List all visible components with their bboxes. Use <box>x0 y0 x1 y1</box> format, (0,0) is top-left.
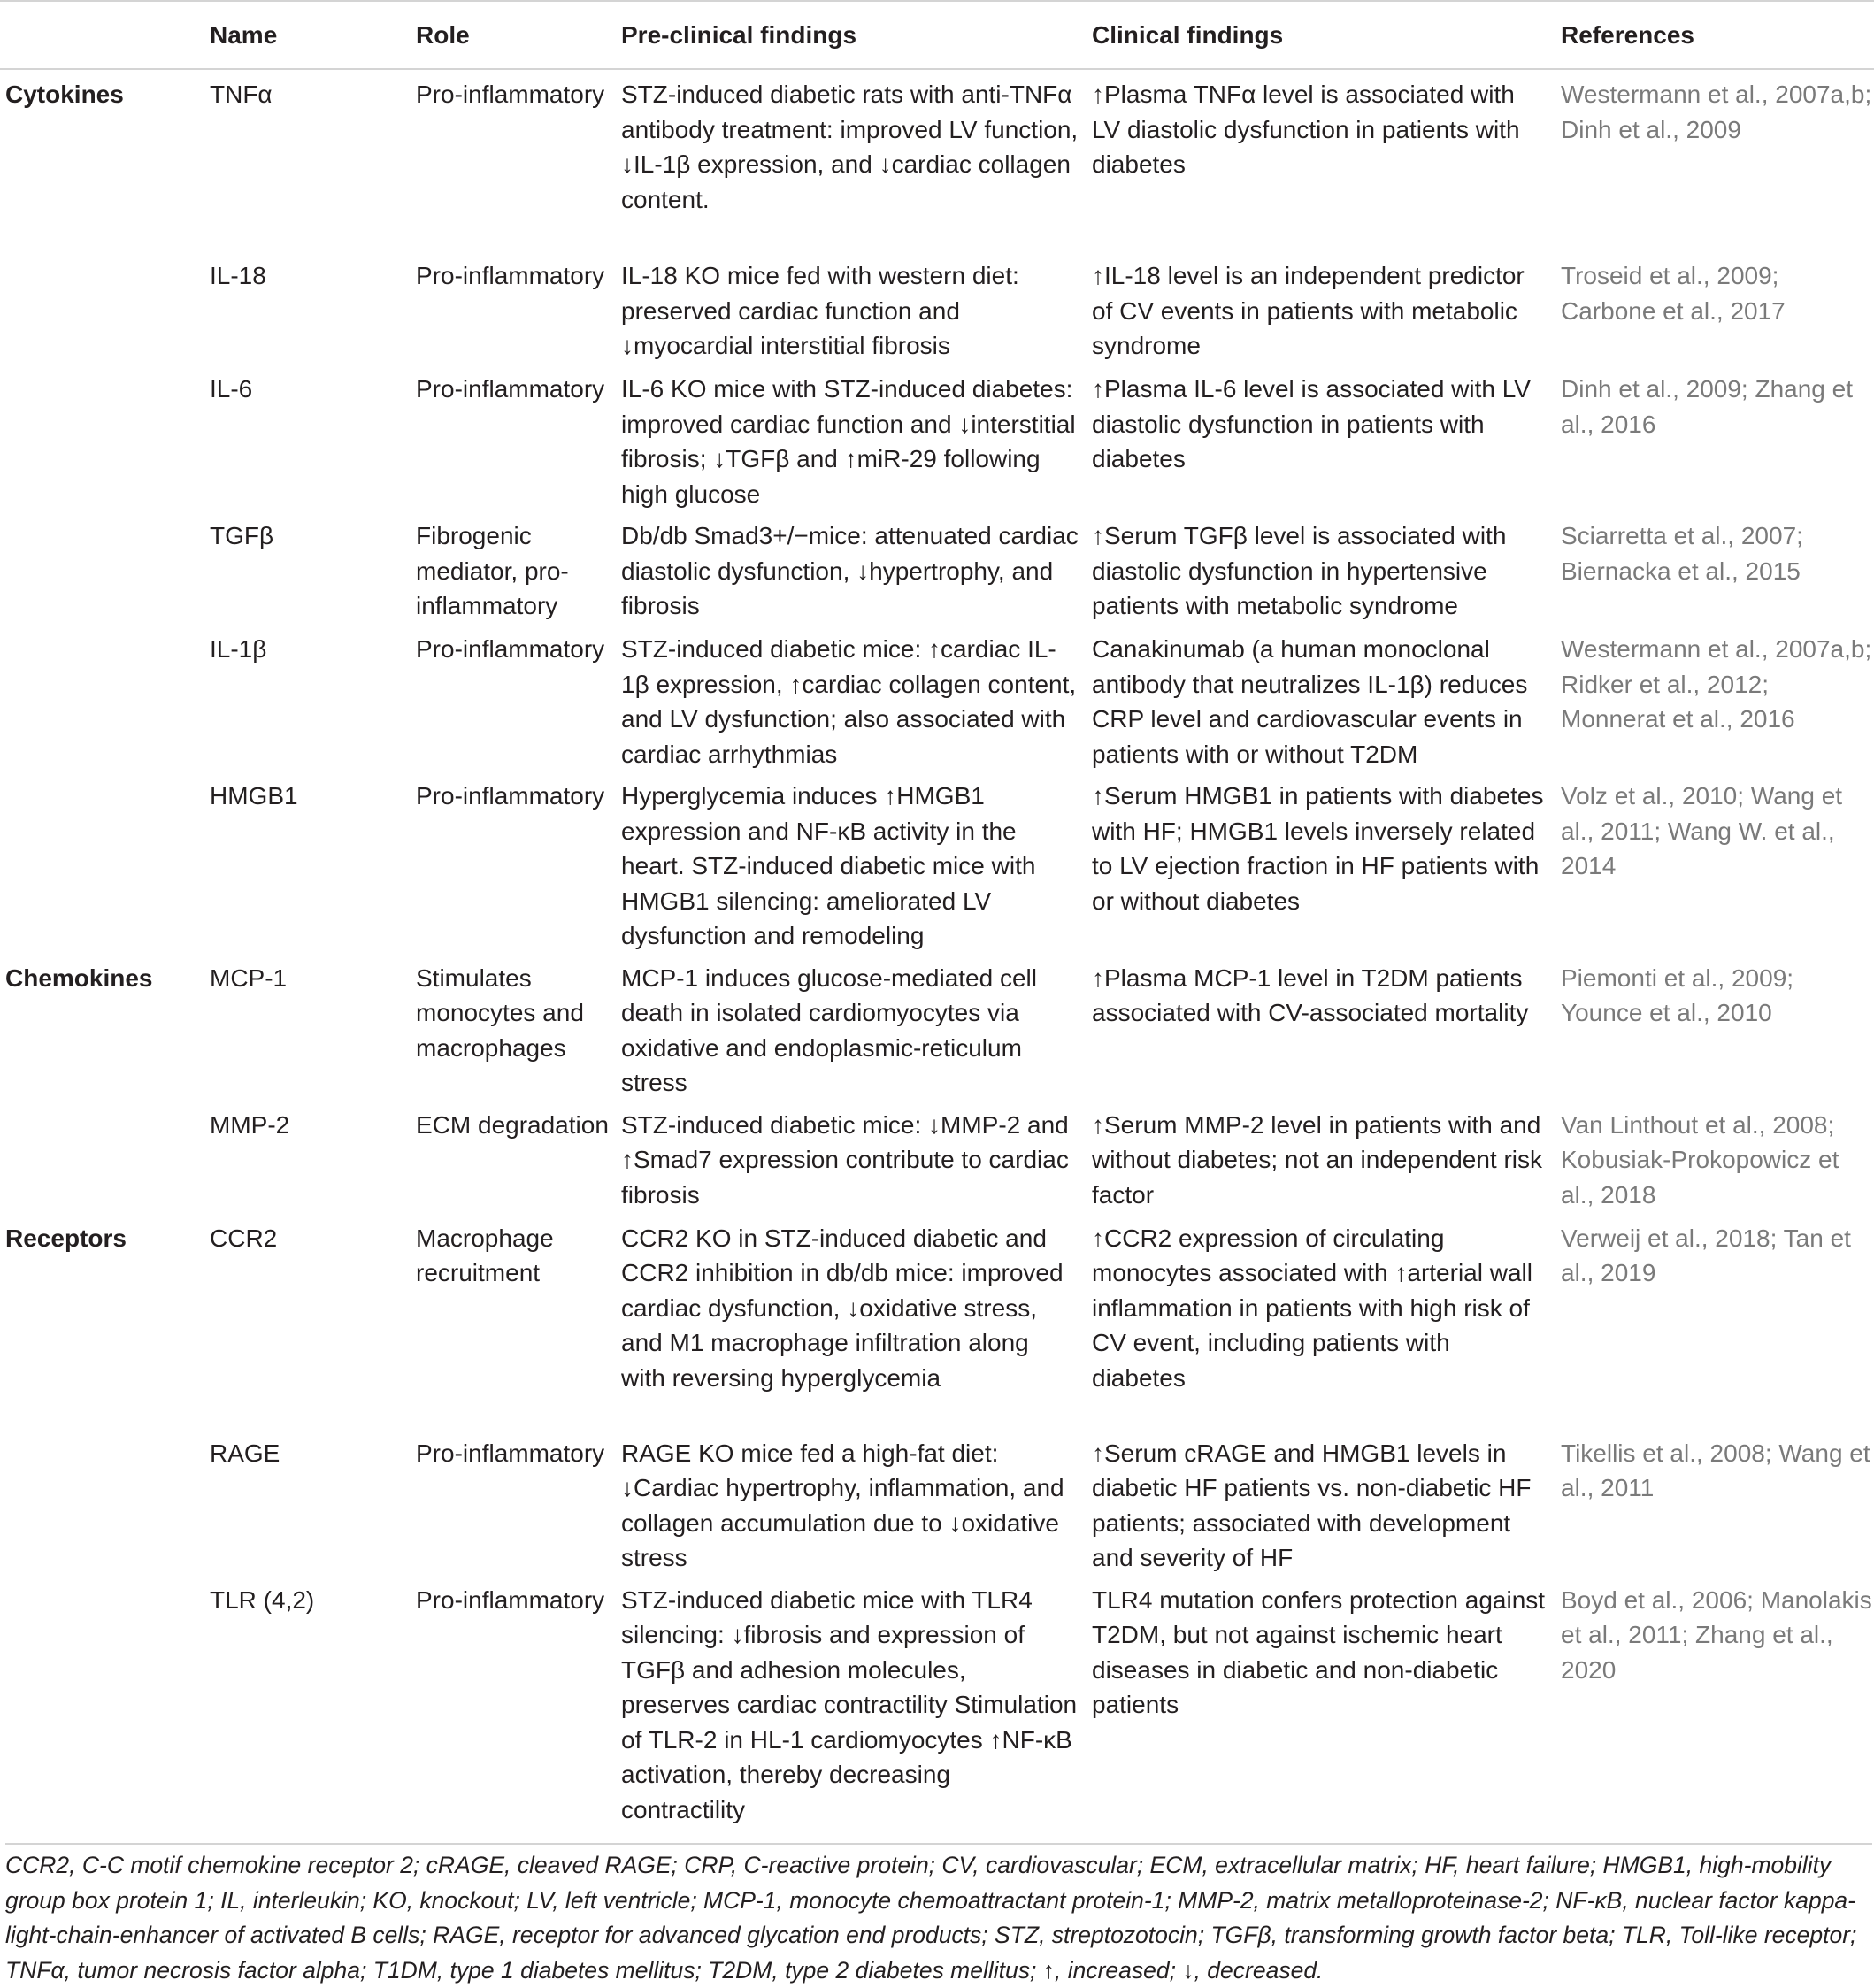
table-header-row <box>0 1 1874 69</box>
category-cell <box>0 625 210 771</box>
category-cell: Receptors <box>5 1224 127 1252</box>
role-cell: Pro-inflammatory <box>416 262 605 289</box>
table-row <box>0 625 1874 771</box>
header-role: Role <box>416 1 621 69</box>
clinical-cell: Canakinumab (a human monoclonal antibody that neutralizes IL-1β) reduces CRP level and cardiovascular events in patients with or without T2DM <box>1092 635 1528 768</box>
references-cell: Tikellis et al., 2008; Wang et al., 2011 <box>1561 1439 1870 1501</box>
role-cell: Macrophage recruitment <box>416 1224 554 1286</box>
table-row <box>0 251 1874 365</box>
role-cell: Pro-inflammatory <box>416 1439 605 1467</box>
table-row <box>0 1429 1874 1576</box>
name-cell: MMP-2 <box>210 1110 290 1139</box>
role-cell: Pro-inflammatory <box>416 782 605 810</box>
name-cell: MCP-1 <box>210 963 288 992</box>
role-cell: Stimulates monocytes and macrophages <box>416 963 584 1062</box>
name-cell: TGFβ <box>210 522 274 549</box>
header-references: References <box>1561 1 1874 69</box>
table-row <box>0 771 1874 954</box>
preclinical-cell: IL-6 KO mice with STZ-induced diabetes: improved cardiac function and ↓interstitial fibrosis; ↓TGFβ and ↑miR-29 following high glucose <box>621 375 1076 508</box>
table-row <box>0 1101 1874 1214</box>
references-cell: Van Linthout et al., 2008; Kobusiak-Prokopowicz et al., 2018 <box>1561 1110 1839 1209</box>
category-cell <box>0 771 210 954</box>
clinical-cell: ↑Serum TGFβ level is associated with diastolic dysfunction in hypertensive patients with metabolic syndrome <box>1092 522 1507 619</box>
name-cell: CCR2 <box>210 1224 278 1252</box>
clinical-cell: ↑Serum HMGB1 in patients with diabetes with HF; HMGB1 levels inversely related to LV ejection fraction in HF patients with or without diabetes <box>1092 782 1544 915</box>
role-cell: ECM degradation <box>416 1110 609 1139</box>
table-row <box>0 954 1874 1101</box>
references-cell: Piemonti et al., 2009; Younce et al., 2010 <box>1561 963 1794 1026</box>
category-cell <box>0 1429 210 1576</box>
clinical-cell: ↑IL-18 level is an independent predictor of CV events in patients with metabolic syndrome <box>1092 262 1525 359</box>
name-cell: IL-1β <box>210 635 267 663</box>
clinical-cell: TLR4 mutation confers protection against T2DM, but not against ischemic heart diseases in diabetic and non-diabetic patients <box>1092 1585 1546 1718</box>
table-row <box>0 69 1874 251</box>
clinical-cell: ↑Plasma IL-6 level is associated with LV diastolic dysfunction in patients with diabetes <box>1092 375 1531 472</box>
references-cell: Westermann et al., 2007a,b; Ridker et al., 2012; Monnerat et al., 2016 <box>1561 635 1872 733</box>
clinical-cell: ↑Serum cRAGE and HMGB1 levels in diabetic HF patients vs. non-diabetic HF patients; associated with development and severity of HF <box>1092 1439 1532 1571</box>
clinical-cell: ↑Plasma TNFα level is associated with LV diastolic dysfunction in patients with diabetes <box>1092 81 1520 178</box>
table-row <box>0 511 1874 625</box>
name-cell: HMGB1 <box>210 782 298 810</box>
preclinical-cell: STZ-induced diabetic mice: ↑cardiac IL-1β expression, ↑cardiac collagen content, and LV dysfunction; also associated with cardiac arrhythmias <box>621 635 1077 768</box>
header-name: Name <box>210 1 416 69</box>
name-cell: TLR (4,2) <box>210 1585 315 1614</box>
preclinical-cell: CCR2 KO in STZ-induced diabetic and CCR2 inhibition in db/db mice: improved cardiac dysfunction, ↓oxidative stress, and M1 macrophage infiltration along with reversing hyperglycemia <box>621 1224 1064 1392</box>
role-cell: Pro-inflammatory <box>416 375 605 403</box>
clinical-cell: ↑Plasma MCP-1 level in T2DM patients associated with CV-associated mortality <box>1092 963 1529 1026</box>
preclinical-cell: STZ-induced diabetic rats with anti-TNFα antibody treatment: improved LV function, ↓IL-1β expression, and ↓cardiac collagen content. <box>621 81 1079 213</box>
role-cell: Pro-inflammatory <box>416 81 605 108</box>
role-cell: Pro-inflammatory <box>416 1585 605 1614</box>
role-cell: Fibrogenic mediator, pro-inflammatory <box>416 522 569 619</box>
category-cell <box>0 251 210 365</box>
clinical-cell: ↑CCR2 expression of circulating monocytes associated with ↑arterial wall inflammation in patients with high risk of CV event, including patients with diabetes <box>1092 1224 1532 1392</box>
references-cell: Dinh et al., 2009; Zhang et al., 2016 <box>1561 375 1853 438</box>
header-preclinical: Pre-clinical findings <box>621 1 1092 69</box>
clinical-cell: ↑Serum MMP-2 level in patients with and without diabetes; not an independent risk factor <box>1092 1110 1543 1209</box>
table-row <box>0 1576 1874 1828</box>
references-cell: Sciarretta et al., 2007; Biernacka et al., 2015 <box>1561 522 1803 585</box>
table-row <box>0 1214 1874 1429</box>
references-cell: Verweij et al., 2018; Tan et al., 2019 <box>1561 1224 1851 1286</box>
category-cell <box>0 511 210 625</box>
references-cell: Troseid et al., 2009; Carbone et al., 2017 <box>1561 262 1786 325</box>
name-cell: TNFα <box>210 81 273 108</box>
references-cell: Westermann et al., 2007a,b; Dinh et al., 2009 <box>1561 81 1872 143</box>
name-cell: RAGE <box>210 1439 280 1467</box>
role-cell: Pro-inflammatory <box>416 635 605 663</box>
preclinical-cell: MCP-1 induces glucose-mediated cell death in isolated cardiomyocytes via oxidative and endoplasmic-reticulum stress <box>621 963 1037 1096</box>
category-cell <box>0 365 210 511</box>
header-category <box>0 1 210 69</box>
category-cell: Chemokines <box>5 963 153 992</box>
header-clinical: Clinical findings <box>1092 1 1561 69</box>
table-footnote: CCR2, C-C motif chemokine receptor 2; cRAGE, cleaved RAGE; CRP, C-reactive protein; CV, cardiovascular; ECM, extracellular matrix; HF, heart failure; HMGB1, high-mobility group box protein 1; IL, interleukin; KO, knockout; LV, left ventricle; MCP-1, monocyte chemoattractant protein-1; MMP-2, matrix metalloproteinase-2; NF-κB, nuclear factor kappa-light-chain-enhancer of activated B cells; RAGE, receptor for advanced glycation end products; STZ, streptozotocin; TGFβ, transforming growth factor beta; TLR, Toll-like receptor; TNFα, tumor necrosis factor alpha; T1DM, type 1 diabetes mellitus; T2DM, type 2 diabetes mellitus; ↑, increased; ↓, decreased. <box>5 1843 1872 1988</box>
category-cell <box>0 1101 210 1214</box>
name-cell: IL-18 <box>210 262 266 289</box>
references-cell: Volz et al., 2010; Wang et al., 2011; Wang W. et al., 2014 <box>1561 782 1843 879</box>
name-cell: IL-6 <box>210 375 253 403</box>
preclinical-cell: IL-18 KO mice fed with western diet: preserved cardiac function and ↓myocardial interstitial fibrosis <box>621 262 1019 359</box>
references-cell: Boyd et al., 2006; Manolakis et al., 2011; Zhang et al., 2020 <box>1561 1585 1872 1684</box>
preclinical-cell: Db/db Smad3+/−mice: attenuated cardiac diastolic dysfunction, ↓hypertrophy, and fibrosis <box>621 522 1079 619</box>
table-row <box>0 365 1874 511</box>
preclinical-cell: STZ-induced diabetic mice with TLR4 silencing: ↓fibrosis and expression of TGFβ and adhesion molecules, preserves cardiac contractility Stimulation of TLR-2 in HL-1 cardiomyocytes ↑NF-κB activation, thereby decreasing contractility <box>621 1585 1078 1823</box>
category-cell: Cytokines <box>5 81 124 108</box>
preclinical-cell: STZ-induced diabetic mice: ↓MMP-2 and ↑Smad7 expression contribute to cardiac fibrosis <box>621 1110 1069 1209</box>
preclinical-cell: Hyperglycemia induces ↑HMGB1 expression and NF-κB activity in the heart. STZ-induced diabetic mice with HMGB1 silencing: ameliorated LV dysfunction and remodeling <box>621 782 1036 949</box>
preclinical-cell: RAGE KO mice fed a high-fat diet: ↓Cardiac hypertrophy, inflammation, and collagen accumulation due to ↓oxidative stress <box>621 1439 1064 1571</box>
category-cell <box>0 1576 210 1828</box>
